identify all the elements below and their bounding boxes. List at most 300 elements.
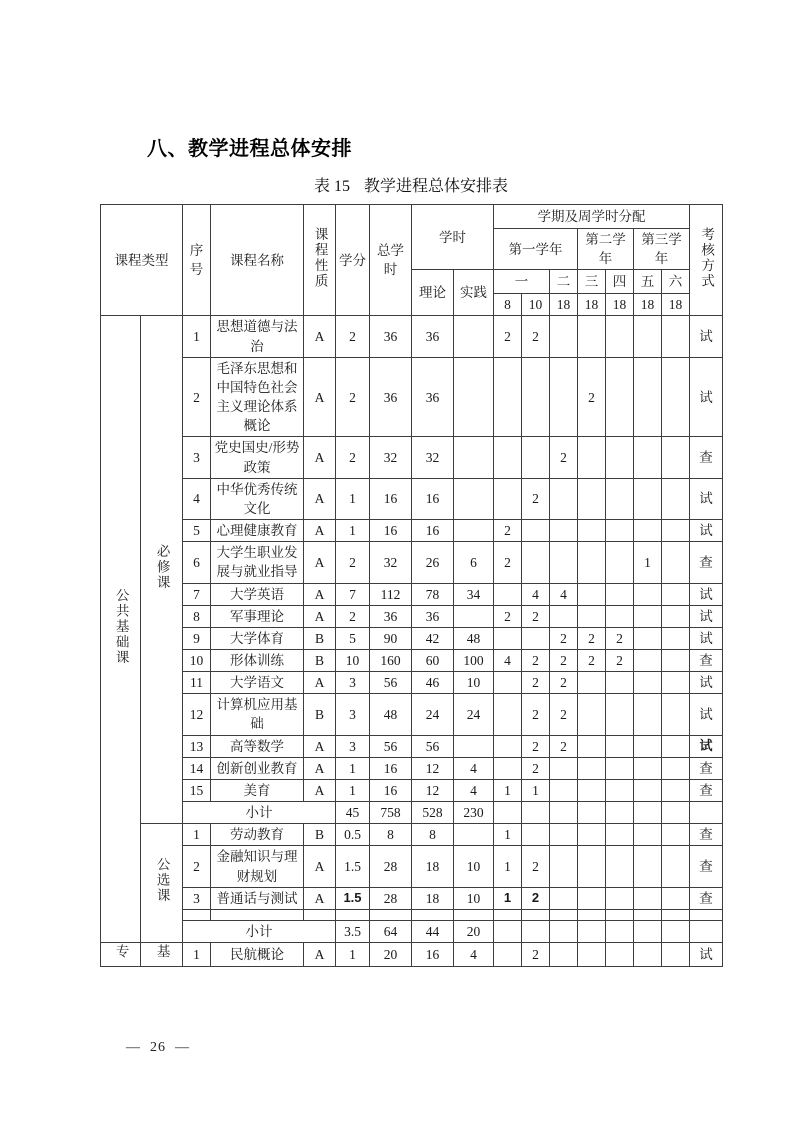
table-cell bbox=[522, 627, 550, 649]
table-cell bbox=[494, 802, 522, 824]
vertical-label: 公选课 bbox=[154, 857, 170, 904]
table-cell bbox=[634, 909, 662, 920]
table-cell: 2 bbox=[494, 316, 522, 357]
table-cell bbox=[662, 583, 690, 605]
table-cell bbox=[606, 316, 634, 357]
table-cell: 1.5 bbox=[336, 846, 370, 887]
table-cell bbox=[494, 757, 522, 779]
vertical-label: 基 bbox=[154, 944, 170, 960]
table-cell: A bbox=[304, 757, 336, 779]
table-cell: 2 bbox=[578, 357, 606, 437]
header-sem-1: 一 bbox=[494, 270, 550, 294]
table-cell: 8 bbox=[412, 824, 454, 846]
table-cell: A bbox=[304, 887, 336, 909]
table-cell: 160 bbox=[370, 649, 412, 671]
table-cell: 36 bbox=[412, 316, 454, 357]
table-cell bbox=[634, 672, 662, 694]
table-cell bbox=[578, 583, 606, 605]
table-cell bbox=[578, 757, 606, 779]
table-row bbox=[101, 943, 723, 967]
assessment-cell: 查 bbox=[690, 846, 723, 887]
table-cell bbox=[578, 920, 606, 942]
table-cell bbox=[522, 909, 550, 920]
table-cell bbox=[634, 520, 662, 542]
table-cell: 60 bbox=[412, 649, 454, 671]
table-cell bbox=[606, 757, 634, 779]
course-name-cell: 毛泽东思想和中国特色社会主义理论体系概论 bbox=[211, 357, 304, 437]
table-cell: 16 bbox=[370, 757, 412, 779]
vertical-label: 专 bbox=[113, 944, 129, 960]
table-cell: 28 bbox=[370, 887, 412, 909]
table-cell: 2 bbox=[522, 943, 550, 967]
table-header bbox=[101, 205, 723, 316]
table-cell: 1 bbox=[494, 846, 522, 887]
table-cell bbox=[634, 824, 662, 846]
seq-cell: 10 bbox=[183, 649, 211, 671]
table-cell: 3 bbox=[336, 672, 370, 694]
table-cell bbox=[662, 627, 690, 649]
table-cell bbox=[634, 735, 662, 757]
table-cell: 7 bbox=[336, 583, 370, 605]
vertical-label: 公共基础课 bbox=[113, 587, 129, 666]
table-cell: 2 bbox=[522, 735, 550, 757]
table-cell: 2 bbox=[336, 357, 370, 437]
assessment-cell: 查 bbox=[690, 437, 723, 478]
header-year2: 第二学年 bbox=[578, 229, 634, 270]
table-row bbox=[101, 649, 723, 671]
table-cell bbox=[662, 802, 690, 824]
table-cell: 16 bbox=[370, 779, 412, 801]
table-cell: 24 bbox=[412, 694, 454, 735]
table-row bbox=[101, 735, 723, 757]
seq-cell: 3 bbox=[183, 887, 211, 909]
table-cell: 758 bbox=[370, 802, 412, 824]
table-cell: 1 bbox=[336, 779, 370, 801]
table-caption-number: 表 15 bbox=[313, 178, 350, 195]
table-cell: 36 bbox=[370, 316, 412, 357]
course-name-cell: 形体训练 bbox=[211, 649, 304, 671]
table-cell bbox=[522, 802, 550, 824]
table-cell bbox=[494, 672, 522, 694]
table-cell bbox=[304, 909, 336, 920]
table-cell bbox=[634, 887, 662, 909]
table-cell bbox=[662, 846, 690, 887]
table-cell: 26 bbox=[412, 542, 454, 583]
table-cell bbox=[662, 779, 690, 801]
table-cell bbox=[606, 357, 634, 437]
table-cell bbox=[494, 735, 522, 757]
table-cell: 36 bbox=[370, 357, 412, 437]
table-cell bbox=[578, 735, 606, 757]
table-cell: 16 bbox=[412, 520, 454, 542]
assessment-cell: 试 bbox=[690, 943, 723, 967]
header-course-nature bbox=[304, 205, 336, 316]
table-cell bbox=[634, 583, 662, 605]
table-cell bbox=[634, 920, 662, 942]
page-number-value: 26 bbox=[150, 1040, 166, 1055]
table-cell bbox=[606, 542, 634, 583]
table-cell: B bbox=[304, 649, 336, 671]
table-cell: 2 bbox=[606, 627, 634, 649]
table-cell: 4 bbox=[454, 779, 494, 801]
table-cell: 1 bbox=[336, 520, 370, 542]
assessment-cell: 试 bbox=[690, 357, 723, 437]
table-row bbox=[101, 583, 723, 605]
table-cell bbox=[454, 316, 494, 357]
header-hours: 学时 bbox=[412, 205, 494, 270]
table-cell bbox=[494, 478, 522, 519]
table-row bbox=[101, 920, 723, 942]
table-cell bbox=[550, 887, 578, 909]
table-cell bbox=[606, 909, 634, 920]
vertical-label: 课程性质 bbox=[312, 226, 328, 289]
table-cell bbox=[454, 824, 494, 846]
table-cell: 10 bbox=[454, 846, 494, 887]
table-row bbox=[101, 757, 723, 779]
table-cell: 18 bbox=[412, 846, 454, 887]
seq-cell: 1 bbox=[183, 316, 211, 357]
table-cell bbox=[454, 478, 494, 519]
seq-cell: 3 bbox=[183, 437, 211, 478]
table-cell bbox=[634, 437, 662, 478]
header-total-hours: 总学时 bbox=[370, 205, 412, 316]
table-cell: 3 bbox=[336, 735, 370, 757]
table-cell: 2 bbox=[494, 542, 522, 583]
table-cell bbox=[522, 437, 550, 478]
table-cell bbox=[550, 909, 578, 920]
table-cell bbox=[606, 694, 634, 735]
table-cell: 32 bbox=[412, 437, 454, 478]
table-cell: 18 bbox=[412, 887, 454, 909]
table-cell bbox=[578, 478, 606, 519]
table-cell: 4 bbox=[522, 583, 550, 605]
header-course-name: 课程名称 bbox=[211, 205, 304, 316]
section-title: 八、教学进程总体安排 bbox=[147, 138, 352, 160]
assessment-cell: 试 bbox=[690, 520, 723, 542]
table-cell bbox=[690, 802, 723, 824]
table-cell: 2 bbox=[550, 672, 578, 694]
table-cell: 10 bbox=[336, 649, 370, 671]
table-cell bbox=[550, 824, 578, 846]
table-cell bbox=[606, 583, 634, 605]
table-cell: 28 bbox=[370, 846, 412, 887]
table-row bbox=[101, 437, 723, 478]
table-row bbox=[101, 478, 723, 519]
table-cell: 1 bbox=[634, 542, 662, 583]
table-cell bbox=[550, 542, 578, 583]
header-row-1 bbox=[101, 205, 723, 229]
table-cell: 36 bbox=[370, 605, 412, 627]
seq-cell: 6 bbox=[183, 542, 211, 583]
table-cell bbox=[522, 357, 550, 437]
table-cell: 48 bbox=[454, 627, 494, 649]
table-cell bbox=[550, 357, 578, 437]
table-cell: 36 bbox=[412, 357, 454, 437]
table-cell: 2 bbox=[522, 605, 550, 627]
table-row bbox=[101, 909, 723, 920]
header-theory: 理论 bbox=[412, 270, 454, 316]
table-cell bbox=[634, 605, 662, 627]
table-cell: 34 bbox=[454, 583, 494, 605]
category-basic-partial-cell bbox=[141, 943, 183, 967]
table-cell: 4 bbox=[494, 649, 522, 671]
assessment-cell: 查 bbox=[690, 649, 723, 671]
table-row bbox=[101, 605, 723, 627]
table-cell bbox=[494, 909, 522, 920]
table-cell bbox=[690, 920, 723, 942]
table-caption-text: 教学进程总体安排表 bbox=[364, 178, 509, 195]
course-name-cell: 心理健康教育 bbox=[211, 520, 304, 542]
table-cell bbox=[522, 920, 550, 942]
course-name-cell: 大学语文 bbox=[211, 672, 304, 694]
table-cell bbox=[606, 920, 634, 942]
table-cell bbox=[662, 909, 690, 920]
table-cell: 1 bbox=[336, 943, 370, 967]
header-sem-4: 四 bbox=[606, 270, 634, 294]
table-cell bbox=[454, 909, 494, 920]
table-cell bbox=[578, 437, 606, 478]
table-cell bbox=[662, 757, 690, 779]
table-cell: 0.5 bbox=[336, 824, 370, 846]
vertical-label: 考核方式 bbox=[699, 226, 715, 289]
table-cell bbox=[606, 943, 634, 967]
header-sem-6: 六 bbox=[662, 270, 690, 294]
table-cell bbox=[578, 887, 606, 909]
table-cell: A bbox=[304, 846, 336, 887]
assessment-cell: 查 bbox=[690, 824, 723, 846]
header-semester-dist: 学期及周学时分配 bbox=[494, 205, 690, 229]
table-cell: 56 bbox=[370, 735, 412, 757]
course-name-cell: 民航概论 bbox=[211, 943, 304, 967]
table-cell bbox=[578, 605, 606, 627]
table-cell: 4 bbox=[454, 943, 494, 967]
table-cell: 1 bbox=[494, 779, 522, 801]
table-cell bbox=[550, 779, 578, 801]
table-cell: 2 bbox=[522, 316, 550, 357]
table-cell bbox=[522, 824, 550, 846]
table-cell bbox=[550, 943, 578, 967]
table-cell bbox=[454, 437, 494, 478]
table-cell bbox=[634, 694, 662, 735]
table-cell bbox=[662, 694, 690, 735]
table-cell bbox=[606, 887, 634, 909]
header-weeks-6: 18 bbox=[634, 294, 662, 316]
table-cell bbox=[550, 478, 578, 519]
table-row bbox=[101, 316, 723, 357]
table-cell: 45 bbox=[336, 802, 370, 824]
course-name-cell: 军事理论 bbox=[211, 605, 304, 627]
table-cell bbox=[606, 824, 634, 846]
table-cell: 2 bbox=[550, 627, 578, 649]
table-cell: 3.5 bbox=[336, 920, 370, 942]
table-cell bbox=[662, 542, 690, 583]
table-cell bbox=[606, 846, 634, 887]
table-cell bbox=[662, 887, 690, 909]
assessment-cell: 查 bbox=[690, 887, 723, 909]
category-public-basic-cell bbox=[101, 316, 141, 943]
table-cell bbox=[606, 437, 634, 478]
subtotal-label-cell: 小计 bbox=[183, 802, 336, 824]
table-cell: A bbox=[304, 672, 336, 694]
table-cell: 16 bbox=[412, 943, 454, 967]
table-cell bbox=[211, 909, 304, 920]
table-cell bbox=[634, 649, 662, 671]
table-cell bbox=[606, 735, 634, 757]
table-cell bbox=[494, 943, 522, 967]
table-cell: 32 bbox=[370, 542, 412, 583]
header-weeks-4: 18 bbox=[578, 294, 606, 316]
table-cell bbox=[662, 437, 690, 478]
table-cell bbox=[662, 520, 690, 542]
seq-cell: 15 bbox=[183, 779, 211, 801]
course-name-cell: 思想道德与法治 bbox=[211, 316, 304, 357]
table-cell bbox=[494, 694, 522, 735]
table-cell: 2 bbox=[578, 649, 606, 671]
seq-cell: 2 bbox=[183, 357, 211, 437]
table-cell: 56 bbox=[412, 735, 454, 757]
table-cell: 44 bbox=[412, 920, 454, 942]
course-name-cell: 中华优秀传统文化 bbox=[211, 478, 304, 519]
table-cell bbox=[662, 649, 690, 671]
table-cell: 36 bbox=[412, 605, 454, 627]
table-cell: 2 bbox=[522, 846, 550, 887]
table-cell bbox=[550, 920, 578, 942]
seq-cell: 8 bbox=[183, 605, 211, 627]
header-weeks-2: 10 bbox=[522, 294, 550, 316]
table-cell bbox=[578, 542, 606, 583]
header-weeks-3: 18 bbox=[550, 294, 578, 316]
table-cell bbox=[578, 943, 606, 967]
table-row bbox=[101, 520, 723, 542]
header-weeks-7: 18 bbox=[662, 294, 690, 316]
table-cell: 1 bbox=[522, 779, 550, 801]
table-cell bbox=[606, 672, 634, 694]
table-cell: 46 bbox=[412, 672, 454, 694]
table-row bbox=[101, 357, 723, 437]
table-cell bbox=[494, 920, 522, 942]
table-cell: 2 bbox=[494, 605, 522, 627]
table-cell bbox=[550, 802, 578, 824]
table-cell bbox=[494, 583, 522, 605]
table-caption bbox=[100, 173, 722, 196]
table-cell: 2 bbox=[550, 649, 578, 671]
table-cell bbox=[606, 605, 634, 627]
course-name-cell: 金融知识与理财规划 bbox=[211, 846, 304, 887]
table-cell bbox=[634, 802, 662, 824]
assessment-cell: 试 bbox=[690, 627, 723, 649]
table-cell: 2 bbox=[336, 437, 370, 478]
schedule-table bbox=[100, 204, 723, 967]
header-practice: 实践 bbox=[454, 270, 494, 316]
table-cell bbox=[454, 605, 494, 627]
table-cell bbox=[662, 316, 690, 357]
table-cell bbox=[662, 357, 690, 437]
table-cell: 1 bbox=[336, 757, 370, 779]
table-cell bbox=[494, 437, 522, 478]
table-cell bbox=[578, 316, 606, 357]
page-number-dash-left: — bbox=[126, 1040, 141, 1055]
table-cell bbox=[494, 627, 522, 649]
table-cell bbox=[454, 735, 494, 757]
table-cell: 16 bbox=[412, 478, 454, 519]
table-cell: A bbox=[304, 943, 336, 967]
seq-cell: 9 bbox=[183, 627, 211, 649]
table-cell bbox=[454, 520, 494, 542]
table-row bbox=[101, 542, 723, 583]
table-cell: A bbox=[304, 520, 336, 542]
table-cell: 12 bbox=[412, 779, 454, 801]
table-cell: 10 bbox=[454, 887, 494, 909]
table-cell: 20 bbox=[454, 920, 494, 942]
table-cell: A bbox=[304, 779, 336, 801]
table-cell bbox=[578, 779, 606, 801]
table-cell bbox=[522, 542, 550, 583]
category-major-partial-cell bbox=[101, 943, 141, 967]
course-name-cell: 大学生职业发展与就业指导 bbox=[211, 542, 304, 583]
table-cell: 32 bbox=[370, 437, 412, 478]
table-cell bbox=[550, 605, 578, 627]
assessment-cell: 试 bbox=[690, 694, 723, 735]
seq-cell: 2 bbox=[183, 846, 211, 887]
seq-cell: 4 bbox=[183, 478, 211, 519]
table-cell: 2 bbox=[522, 672, 550, 694]
table-cell bbox=[634, 357, 662, 437]
table-cell: 48 bbox=[370, 694, 412, 735]
table-cell bbox=[494, 357, 522, 437]
table-cell: 16 bbox=[370, 478, 412, 519]
table-cell bbox=[336, 909, 370, 920]
table-cell bbox=[606, 802, 634, 824]
table-cell: 1 bbox=[494, 824, 522, 846]
table-cell bbox=[662, 478, 690, 519]
course-name-cell: 劳动教育 bbox=[211, 824, 304, 846]
course-name-cell: 普通话与测试 bbox=[211, 887, 304, 909]
assessment-cell: 试 bbox=[690, 478, 723, 519]
category-elective-cell bbox=[141, 824, 183, 943]
table-cell: 56 bbox=[370, 672, 412, 694]
assessment-cell: 查 bbox=[690, 757, 723, 779]
header-course-type: 课程类型 bbox=[101, 205, 183, 316]
table-cell: 42 bbox=[412, 627, 454, 649]
table-cell: 10 bbox=[454, 672, 494, 694]
category-required-cell bbox=[141, 316, 183, 824]
table-row bbox=[101, 802, 723, 824]
assessment-cell: 试 bbox=[690, 672, 723, 694]
table-cell bbox=[662, 943, 690, 967]
table-cell: A bbox=[304, 437, 336, 478]
table-cell bbox=[550, 316, 578, 357]
table-cell: A bbox=[304, 735, 336, 757]
table-cell bbox=[606, 520, 634, 542]
table-row bbox=[101, 846, 723, 887]
header-weeks-1: 8 bbox=[494, 294, 522, 316]
table-cell: B bbox=[304, 694, 336, 735]
table-cell bbox=[578, 824, 606, 846]
seq-cell: 13 bbox=[183, 735, 211, 757]
table-cell: 2 bbox=[522, 887, 550, 909]
table-cell: 2 bbox=[578, 627, 606, 649]
seq-cell: 1 bbox=[183, 824, 211, 846]
course-name-cell: 创新创业教育 bbox=[211, 757, 304, 779]
assessment-cell: 查 bbox=[690, 779, 723, 801]
table-cell bbox=[454, 357, 494, 437]
table-body bbox=[101, 316, 723, 966]
table-cell bbox=[550, 520, 578, 542]
table-cell bbox=[550, 757, 578, 779]
table-cell: 12 bbox=[412, 757, 454, 779]
table-cell: 1 bbox=[494, 887, 522, 909]
table-cell: 4 bbox=[454, 757, 494, 779]
